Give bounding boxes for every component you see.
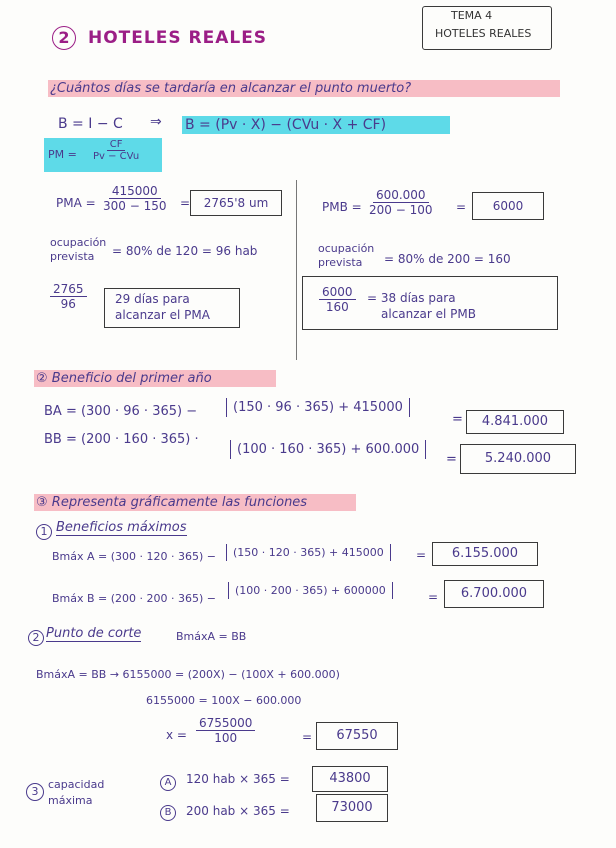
days-a-den: 96 <box>60 297 76 311</box>
capacity-a-mark <box>160 770 176 791</box>
days-b-fraction <box>319 285 356 314</box>
cut-equation-2: 6155000 = 100X − 600.000 <box>146 694 302 707</box>
capacity-a-circle: A <box>160 775 176 791</box>
equals-sign: = <box>456 200 467 214</box>
breakeven-num: CF <box>107 139 126 151</box>
capacity-b-mark <box>160 800 176 821</box>
equals-sign: = <box>452 412 463 427</box>
page-title: HOTELES REALES <box>88 28 268 48</box>
profit-b-lhs: BB = (200 · 160 · 365) · <box>44 432 199 447</box>
capacity-b-circle: B <box>160 805 176 821</box>
subsection-3-circle: 3 <box>26 783 44 801</box>
subsection-1-title: Beneficios máximos <box>56 520 187 535</box>
topic-tag <box>422 6 552 50</box>
equals-sign: = <box>180 196 191 210</box>
subsection-2-title: Punto de corte <box>46 626 142 641</box>
max-profit-b-inner: (100 · 200 · 365) + 600000 <box>235 584 386 597</box>
implies-arrow: ⇒ <box>150 114 162 130</box>
equals-sign: = <box>416 548 427 562</box>
subsection-2-circle: 2 <box>28 630 44 646</box>
capacity-b-result: 73000 <box>316 794 388 822</box>
occupancy-a-label-1: ocupación <box>50 236 107 249</box>
profit-b-bracket <box>230 440 426 459</box>
max-profit-a-lhs: Bmáx A = (300 · 120 · 365) − <box>52 550 217 563</box>
max-profit-a-result: 6.155.000 <box>432 542 538 566</box>
days-a-num: 2765 <box>50 282 87 297</box>
profit-a-lhs: BA = (300 · 96 · 365) − <box>44 404 198 419</box>
occupancy-b-equation: = 80% de 200 = 160 <box>384 252 511 266</box>
days-b-num: 6000 <box>319 285 356 300</box>
header-number <box>52 26 76 50</box>
profit-formula: B = I − C <box>58 116 123 132</box>
breakeven-a-fraction <box>100 184 170 213</box>
subsection-3-title-2: máxima <box>48 794 93 807</box>
breakeven-a-lhs: PMA = <box>56 196 96 210</box>
subsection-2-note: BmáxA = BB <box>176 630 247 643</box>
breakeven-b-result: 6000 <box>472 192 544 220</box>
days-a-result <box>104 288 240 328</box>
header-number-circle: 2 <box>52 26 76 50</box>
subsection-1-circle: 1 <box>36 524 52 540</box>
equals-sign: = <box>428 590 439 604</box>
x-den: 100 <box>214 731 238 745</box>
max-profit-b-lhs: Bmáx B = (200 · 200 · 365) − <box>52 592 217 605</box>
profit-a-inner: (150 · 96 · 365) + 415000 <box>233 400 403 415</box>
topic-tag-line1: TEMA 4 <box>451 9 493 22</box>
question-3-heading: ③ Representa gráficamente las funciones <box>34 494 356 511</box>
profit-a-result: 4.841.000 <box>466 410 564 434</box>
max-profit-a-inner: (150 · 120 · 365) + 415000 <box>233 546 384 559</box>
breakeven-b-den: 200 − 100 <box>369 203 433 217</box>
max-profit-b-bracket <box>228 582 393 599</box>
occupancy-b-label-2: prevista <box>318 256 363 269</box>
profit-formula-expanded: B = (Pv · X) − (CVu · X + CF) <box>182 116 450 134</box>
capacity-b-equation: 200 hab × 365 = <box>186 804 290 818</box>
days-a-line-1: 29 días para <box>115 292 190 306</box>
subsection-2-number <box>28 626 44 646</box>
profit-b-inner: (100 · 160 · 365) + 600.000 <box>237 442 420 457</box>
days-a-line-2: alcanzar el PMA <box>115 308 210 322</box>
subsection-3-number <box>26 780 44 801</box>
days-b-line-2: alcanzar el PMB <box>381 307 476 321</box>
breakeven-fraction <box>90 139 142 162</box>
breakeven-b-lhs: PMB = <box>322 200 362 214</box>
days-a-fraction <box>50 282 87 311</box>
subsection-1-number <box>36 520 52 540</box>
breakeven-b-fraction <box>366 188 436 217</box>
occupancy-a-equation: = 80% de 120 = 96 hab <box>112 244 258 258</box>
breakeven-b-num: 600.000 <box>373 188 429 203</box>
max-profit-b-result: 6.700.000 <box>444 580 544 608</box>
equals-sign: = <box>446 452 457 467</box>
profit-b-result: 5.240.000 <box>460 444 576 474</box>
subsection-3-title-1: capacidad <box>48 778 105 791</box>
breakeven-lhs: PM = <box>48 148 77 161</box>
question-1-heading: ¿Cuántos días se tardaría en alcanzar el punto muerto? <box>48 80 560 97</box>
breakeven-a-result: 2765'8 um <box>190 190 282 216</box>
equals-sign: = <box>302 730 313 744</box>
capacity-a-result: 43800 <box>312 766 388 792</box>
breakeven-a-den: 300 − 150 <box>103 199 167 213</box>
column-divider <box>296 180 297 360</box>
profit-a-bracket <box>226 398 410 417</box>
max-profit-a-bracket <box>226 544 391 561</box>
question-2-heading: ② Beneficio del primer año <box>34 370 276 387</box>
days-b-result <box>302 276 558 330</box>
x-num: 6755000 <box>196 716 255 731</box>
occupancy-b-label-1: ocupación <box>318 242 375 255</box>
x-lhs: x = <box>166 728 187 742</box>
breakeven-formula <box>44 138 162 172</box>
days-b-den: 160 <box>325 300 349 314</box>
breakeven-den: Pv − CVu <box>93 151 140 162</box>
x-result: 67550 <box>316 722 398 750</box>
topic-tag-line2: HOTELES REALES <box>435 27 532 40</box>
breakeven-a-num: 415000 <box>109 184 161 199</box>
days-b-line-1: = 38 días para <box>367 291 456 305</box>
capacity-a-equation: 120 hab × 365 = <box>186 772 290 786</box>
occupancy-a-label-2: prevista <box>50 250 95 263</box>
x-fraction <box>196 716 255 745</box>
cut-equation-1: BmáxA = BB → 6155000 = (200X) − (100X + 600.000) <box>36 668 340 681</box>
